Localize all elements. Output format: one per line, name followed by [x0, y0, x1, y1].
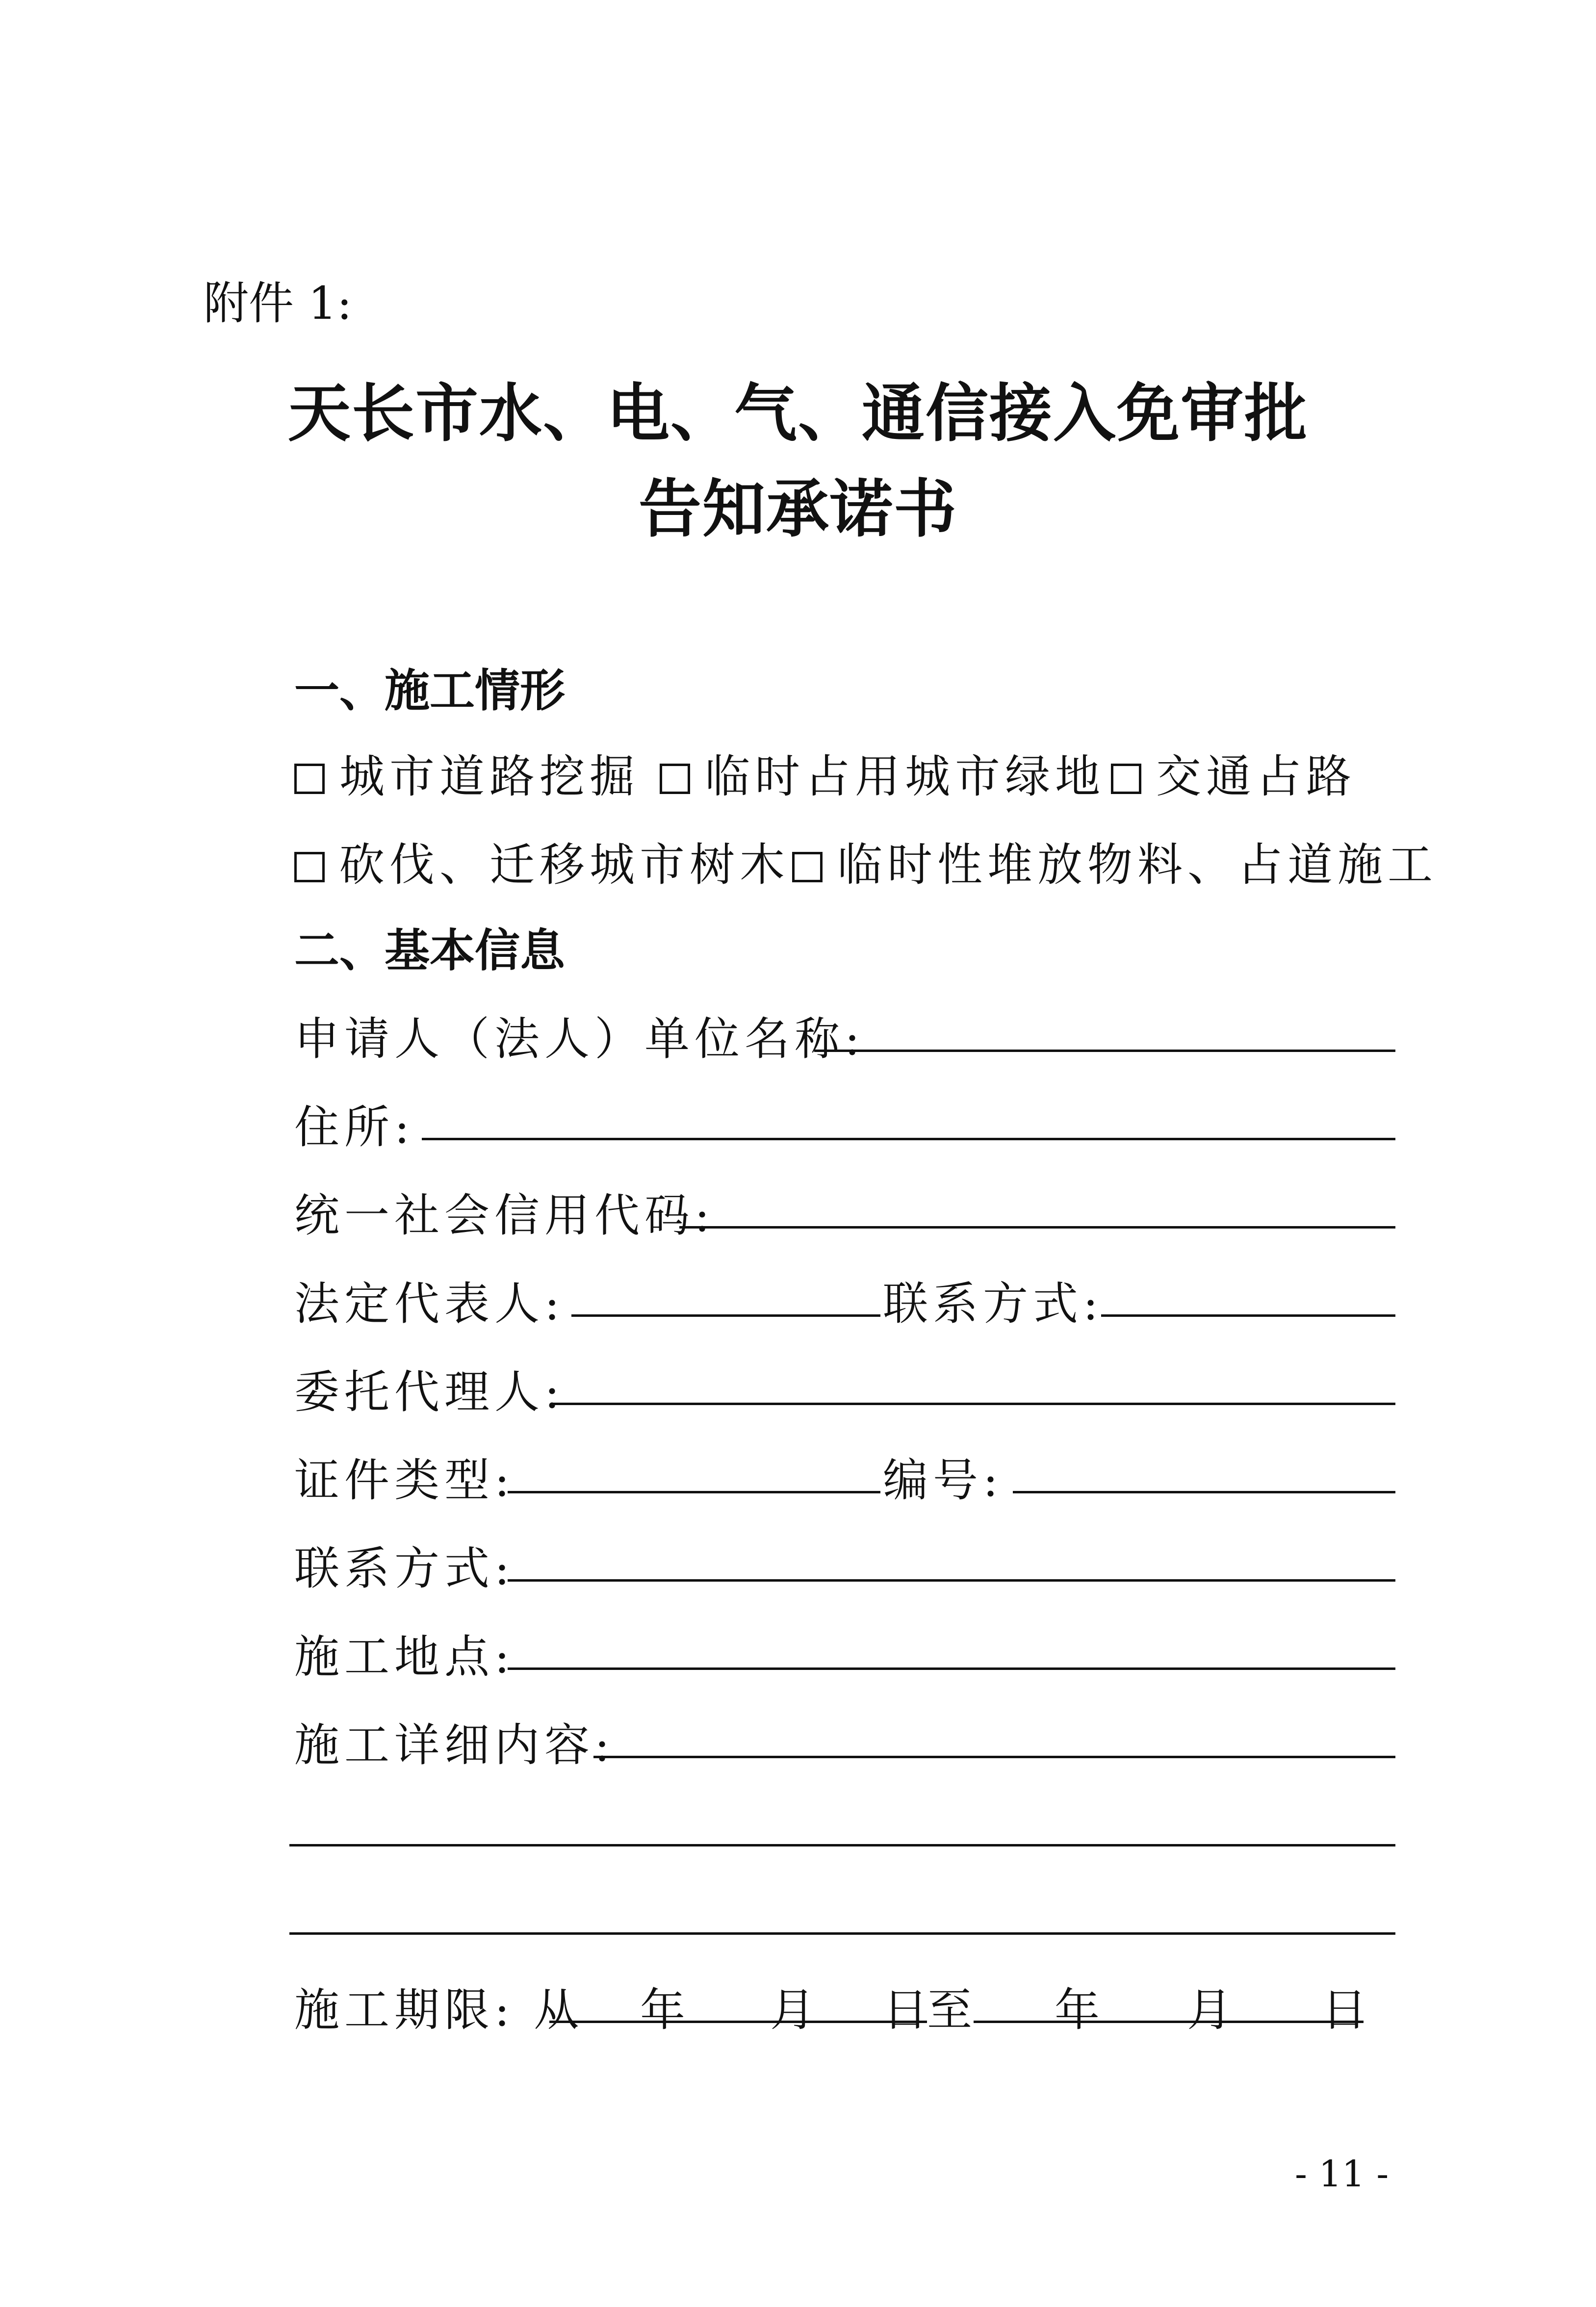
details-field-line3[interactable]	[289, 1932, 1395, 1935]
section1-heading: 一、施工情形	[294, 664, 566, 717]
attachment-label: 附件 1:	[204, 277, 352, 330]
start-month-label: 月	[770, 1984, 821, 2036]
end-year-label: 年	[1055, 1984, 1105, 2036]
address-field[interactable]	[422, 1138, 1395, 1140]
applicant-field[interactable]	[814, 1050, 1395, 1052]
option-road-occupation[interactable]	[1111, 741, 1356, 805]
checkbox[interactable]	[660, 764, 690, 794]
checkbox[interactable]	[294, 764, 325, 794]
option-material-storage[interactable]	[792, 829, 1438, 894]
legal-rep-contact-field[interactable]	[1101, 1314, 1395, 1317]
address-label: 住所:	[294, 1101, 414, 1154]
section2-heading: 二、基本信息	[294, 924, 566, 977]
legal-rep-field[interactable]	[571, 1314, 880, 1317]
option-label: 城市道路挖掘	[339, 750, 640, 803]
option-label: 临时性堆放物料、占道施工	[837, 839, 1438, 891]
id-type-label: 证件类型:	[294, 1454, 515, 1507]
agent-label: 委托代理人:	[294, 1366, 565, 1418]
checkbox[interactable]	[792, 852, 823, 882]
end-month-label: 月	[1187, 1984, 1237, 2036]
id-number-field[interactable]	[1013, 1491, 1395, 1493]
credit-code-field[interactable]	[679, 1226, 1395, 1229]
document-title-line1: 天长市水、电、气、通信接入免审批	[287, 377, 1308, 450]
option-road-excavation[interactable]	[294, 741, 640, 805]
page-number: - 11 -	[1295, 2153, 1389, 2195]
to-label: 至	[927, 1984, 978, 2036]
option-label: 交通占路	[1156, 750, 1357, 803]
details-field-line2[interactable]	[289, 1844, 1395, 1846]
location-field[interactable]	[508, 1667, 1395, 1670]
id-type-field[interactable]	[508, 1491, 880, 1493]
start-day-label: 日	[883, 1984, 933, 2036]
option-label: 临时占用城市绿地	[705, 750, 1106, 803]
location-label: 施工地点:	[294, 1631, 515, 1683]
option-label: 砍伐、迁移城市树木	[339, 839, 790, 891]
details-field[interactable]	[593, 1756, 1395, 1758]
legal-rep-label: 法定代表人:	[294, 1278, 565, 1330]
start-date-field[interactable]	[549, 2021, 927, 2023]
details-label: 施工详细内容:	[294, 1719, 615, 1771]
checkbox[interactable]	[1111, 764, 1141, 794]
document-title-line2: 告知承诺书	[638, 472, 957, 546]
applicant-label: 申请人（法人）单位名称:	[294, 1013, 865, 1065]
end-day-label: 日	[1322, 1984, 1372, 2036]
construction-period-row	[0, 1974, 1596, 2036]
contact-field[interactable]	[508, 1579, 1395, 1582]
credit-code-label: 统一社会信用代码:	[294, 1189, 715, 1242]
option-greenland-occupation[interactable]	[660, 741, 1105, 805]
legal-rep-contact-label: 联系方式:	[883, 1278, 1103, 1330]
option-tree-removal[interactable]	[294, 829, 790, 894]
start-year-label: 年	[640, 1984, 691, 2036]
end-date-field[interactable]	[974, 2021, 1364, 2023]
checkbox[interactable]	[294, 852, 325, 882]
id-number-label: 编号:	[883, 1454, 1003, 1507]
period-label: 施工期限: 从	[294, 1984, 584, 2036]
agent-field[interactable]	[552, 1403, 1395, 1405]
contact-label: 联系方式:	[294, 1542, 515, 1595]
